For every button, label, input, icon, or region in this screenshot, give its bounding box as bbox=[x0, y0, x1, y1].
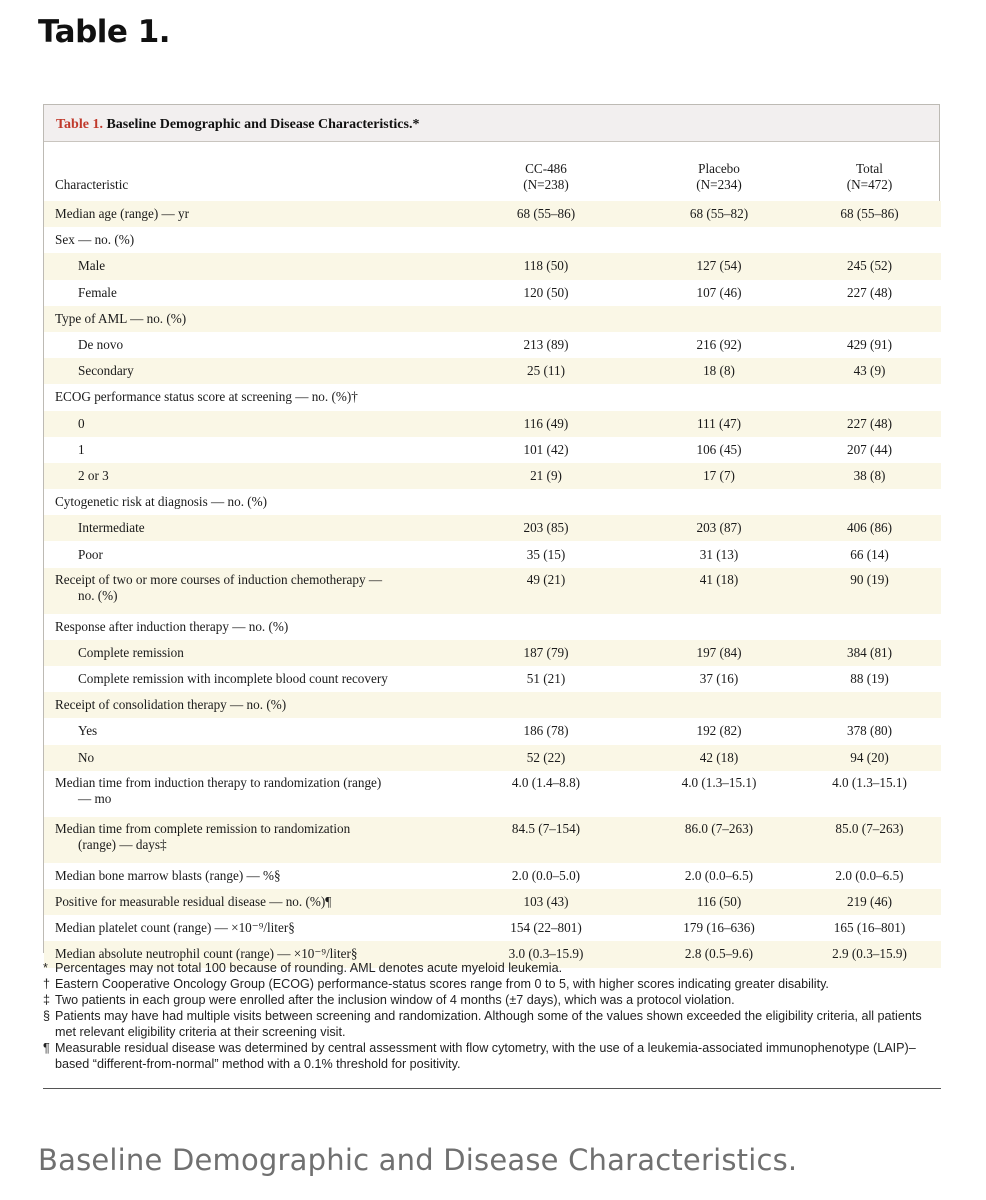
value-total: 165 (16–801) bbox=[833, 920, 906, 936]
value-cc486: 103 (43) bbox=[523, 894, 569, 910]
row-label-line1: Female bbox=[78, 284, 117, 300]
table-row bbox=[44, 489, 941, 515]
table-row bbox=[44, 411, 941, 437]
value-placebo: 107 (46) bbox=[696, 284, 742, 300]
characteristics-table bbox=[44, 142, 941, 968]
row-label bbox=[44, 915, 452, 941]
table-row bbox=[44, 253, 941, 279]
row-label-line1: ECOG performance status score at screening — no. (%)† bbox=[55, 389, 358, 405]
value-total: 85.0 (7–263) bbox=[835, 820, 904, 836]
table-row bbox=[44, 640, 941, 666]
row-label-line1: Receipt of two or more courses of induction chemotherapy — bbox=[55, 571, 383, 587]
value-cc486: 25 (11) bbox=[527, 363, 565, 379]
value-total: 68 (55–86) bbox=[840, 206, 899, 222]
value-placebo: 216 (92) bbox=[696, 337, 742, 353]
table-row bbox=[44, 889, 941, 915]
footnote-text: Measurable residual disease was determined by central assessment with flow cytometry, with the use of a leukemia-associated immunophenotype (LAIP)–based “different-from-normal” method with a 0.1% threshold for positivity. bbox=[55, 1041, 916, 1071]
row-label-line1: 1 bbox=[78, 441, 85, 457]
value-total: 384 (81) bbox=[846, 644, 893, 660]
row-label bbox=[44, 463, 452, 489]
table-row bbox=[44, 515, 941, 541]
row-label bbox=[44, 411, 452, 437]
table-row bbox=[44, 463, 941, 489]
value-placebo: 2.8 (0.5–9.6) bbox=[684, 946, 754, 962]
value-total bbox=[798, 692, 941, 718]
value-total: 66 (14) bbox=[850, 546, 889, 562]
row-label bbox=[44, 640, 452, 666]
row-label bbox=[44, 863, 452, 889]
table-row bbox=[44, 437, 941, 463]
value-cc486: 118 (50) bbox=[523, 258, 569, 274]
value-total: 43 (9) bbox=[853, 363, 886, 379]
value-total: 4.0 (1.3–15.1) bbox=[832, 774, 907, 790]
value-placebo: 68 (55–82) bbox=[689, 206, 749, 222]
row-label bbox=[44, 541, 452, 567]
row-label bbox=[44, 306, 452, 332]
row-label-line1: Median age (range) — yr bbox=[55, 206, 190, 222]
value-cc486: 52 (22) bbox=[526, 749, 566, 765]
row-label-line2: (range) — days‡ bbox=[78, 836, 167, 852]
table-row bbox=[44, 568, 941, 614]
row-label bbox=[44, 358, 452, 384]
row-label bbox=[44, 384, 452, 410]
value-cc486: 51 (21) bbox=[526, 671, 566, 687]
value-cc486 bbox=[452, 692, 640, 718]
row-label-line1: No bbox=[78, 749, 95, 765]
value-cc486 bbox=[452, 306, 640, 332]
table-caption bbox=[44, 105, 939, 142]
row-label bbox=[44, 332, 452, 358]
value-cc486: 68 (55–86) bbox=[516, 206, 576, 222]
value-total: 406 (86) bbox=[846, 520, 893, 536]
row-label-line1: Median platelet count (range) — ×10⁻⁹/liter§ bbox=[55, 920, 295, 936]
value-total: 38 (8) bbox=[853, 467, 886, 483]
row-label-line2: no. (%) bbox=[78, 587, 118, 603]
value-cc486: 203 (85) bbox=[523, 520, 569, 536]
value-placebo bbox=[640, 692, 798, 718]
table-row bbox=[44, 384, 941, 410]
value-total: 219 (46) bbox=[846, 894, 893, 910]
value-placebo: 111 (47) bbox=[696, 415, 742, 431]
footnote bbox=[43, 1040, 940, 1072]
row-label-line1: 2 or 3 bbox=[78, 467, 109, 483]
page-heading: Table 1. bbox=[38, 14, 171, 50]
value-total: 429 (91) bbox=[846, 337, 893, 353]
table-frame bbox=[43, 104, 940, 962]
footnote-text: Patients may have had multiple visits between screening and randomization. Although some of the values shown exceeded the eligibility criteria, all patients met relevant eligibility criteria at their screening visit. bbox=[55, 1009, 922, 1039]
row-label-line1: Median time from induction therapy to randomization (range) bbox=[55, 774, 382, 790]
value-total bbox=[798, 384, 941, 410]
row-label-line1: Median absolute neutrophil count (range) — ×10⁻⁹/liter§ bbox=[55, 946, 358, 962]
row-label-line1: Complete remission with incomplete blood count recovery bbox=[78, 671, 388, 687]
value-placebo bbox=[640, 384, 798, 410]
row-label bbox=[44, 489, 452, 515]
row-label bbox=[44, 817, 452, 863]
row-label bbox=[44, 437, 452, 463]
bottom-caption: Baseline Demographic and Disease Characteristics. bbox=[38, 1143, 798, 1177]
value-placebo: 127 (54) bbox=[696, 258, 742, 274]
value-cc486: 84.5 (7–154) bbox=[511, 820, 581, 836]
value-placebo: 192 (82) bbox=[696, 723, 742, 739]
value-total: 88 (19) bbox=[850, 671, 889, 687]
value-placebo: 179 (16–636) bbox=[683, 920, 755, 936]
value-cc486: 116 (49) bbox=[523, 415, 569, 431]
table-header-row bbox=[44, 142, 941, 201]
footnote-text: Eastern Cooperative Oncology Group (ECOG) performance-status scores range from 0 to 5, with higher scores indicating greater disability. bbox=[55, 977, 829, 991]
value-total: 245 (52) bbox=[846, 258, 893, 274]
row-label bbox=[44, 515, 452, 541]
value-placebo: 197 (84) bbox=[696, 644, 742, 660]
value-placebo: 17 (7) bbox=[703, 467, 735, 483]
value-placebo bbox=[640, 227, 798, 253]
value-placebo: 42 (18) bbox=[699, 749, 739, 765]
footnote-symbol: § bbox=[43, 1009, 51, 1023]
value-placebo: 116 (50) bbox=[696, 894, 742, 910]
value-total: 207 (44) bbox=[846, 441, 893, 457]
table-row bbox=[44, 541, 941, 567]
value-cc486: 120 (50) bbox=[523, 284, 569, 300]
footnote bbox=[43, 1008, 940, 1040]
row-label-line1: Receipt of consolidation therapy — no. (%) bbox=[55, 697, 287, 713]
row-label bbox=[44, 280, 452, 306]
value-total: 227 (48) bbox=[846, 284, 893, 300]
value-cc486: 3.0 (0.3–15.9) bbox=[508, 946, 584, 962]
value-placebo: 2.0 (0.0–6.5) bbox=[684, 867, 754, 883]
value-placebo bbox=[640, 489, 798, 515]
footnote-symbol: ‡ bbox=[43, 993, 51, 1007]
row-label-line1: Positive for measurable residual disease — no. (%)¶ bbox=[55, 894, 332, 910]
value-total: 227 (48) bbox=[846, 415, 893, 431]
table-caption-label: Table 1. bbox=[56, 117, 103, 132]
header-placebo-name: Placebo bbox=[698, 161, 740, 176]
table-row bbox=[44, 332, 941, 358]
table-row bbox=[44, 817, 941, 863]
value-placebo: 86.0 (7–263) bbox=[684, 820, 754, 836]
value-cc486: 4.0 (1.4–8.8) bbox=[511, 774, 581, 790]
footnote-symbol: * bbox=[43, 961, 48, 975]
value-placebo: 37 (16) bbox=[699, 671, 739, 687]
value-total bbox=[798, 489, 941, 515]
value-cc486 bbox=[452, 384, 640, 410]
row-label-line1: Median time from complete remission to randomization bbox=[55, 820, 351, 836]
footnotes bbox=[43, 960, 940, 1072]
value-cc486: 2.0 (0.0–5.0) bbox=[511, 867, 581, 883]
row-label-line1: Secondary bbox=[78, 363, 134, 379]
row-label-line1: Type of AML — no. (%) bbox=[55, 310, 187, 326]
header-cc486-n: (N=238) bbox=[523, 177, 569, 192]
row-label bbox=[44, 718, 452, 744]
header-placebo bbox=[640, 142, 798, 201]
table-row bbox=[44, 614, 941, 640]
row-label-line1: Complete remission bbox=[78, 644, 184, 660]
header-total bbox=[798, 142, 941, 201]
table-body bbox=[44, 201, 941, 968]
value-cc486: 187 (79) bbox=[523, 644, 569, 660]
value-placebo: 31 (13) bbox=[699, 546, 739, 562]
value-placebo: 4.0 (1.3–15.1) bbox=[681, 774, 757, 790]
value-total: 2.9 (0.3–15.9) bbox=[832, 946, 907, 962]
value-cc486: 35 (15) bbox=[526, 546, 566, 562]
row-label-line1: Male bbox=[78, 258, 106, 274]
value-placebo: 18 (8) bbox=[703, 363, 735, 379]
table-row bbox=[44, 771, 941, 817]
value-cc486: 154 (22–801) bbox=[510, 920, 582, 936]
footnote-rule bbox=[43, 1088, 941, 1089]
table-row bbox=[44, 358, 941, 384]
value-total bbox=[798, 614, 941, 640]
header-placebo-n: (N=234) bbox=[696, 177, 742, 192]
value-cc486: 213 (89) bbox=[523, 337, 569, 353]
value-total: 2.0 (0.0–6.5) bbox=[835, 867, 904, 883]
header-characteristic: Characteristic bbox=[55, 177, 129, 192]
row-label bbox=[44, 889, 452, 915]
row-label bbox=[44, 568, 452, 614]
value-cc486: 21 (9) bbox=[530, 467, 562, 483]
table-row bbox=[44, 201, 941, 227]
row-label-line1: Poor bbox=[78, 546, 103, 562]
value-cc486: 101 (42) bbox=[523, 441, 569, 457]
header-cc486 bbox=[452, 142, 640, 201]
row-label bbox=[44, 771, 452, 817]
row-label bbox=[44, 201, 452, 227]
table-row bbox=[44, 306, 941, 332]
footnote bbox=[43, 976, 940, 992]
row-label bbox=[44, 253, 452, 279]
row-label-line1: 0 bbox=[78, 415, 85, 431]
row-label-line1: Yes bbox=[78, 723, 98, 739]
table-row bbox=[44, 915, 941, 941]
value-placebo: 203 (87) bbox=[696, 520, 742, 536]
footnote bbox=[43, 960, 940, 976]
footnote-symbol: † bbox=[43, 977, 51, 991]
footnote-text: Two patients in each group were enrolled after the inclusion window of 4 months (±7 days), which was a protocol violation. bbox=[55, 993, 735, 1007]
value-placebo: 106 (45) bbox=[696, 441, 742, 457]
footnote-symbol: ¶ bbox=[43, 1041, 50, 1055]
table-row bbox=[44, 227, 941, 253]
footnote bbox=[43, 992, 940, 1008]
table-row bbox=[44, 692, 941, 718]
row-label-line2: — mo bbox=[78, 790, 112, 806]
header-total-n: (N=472) bbox=[846, 177, 893, 192]
table-caption-text: Baseline Demographic and Disease Characteristics.* bbox=[106, 117, 420, 132]
value-total bbox=[798, 306, 941, 332]
value-cc486: 186 (78) bbox=[523, 723, 569, 739]
table-row bbox=[44, 718, 941, 744]
value-placebo bbox=[640, 614, 798, 640]
value-cc486 bbox=[452, 614, 640, 640]
row-label bbox=[44, 227, 452, 253]
row-label-line1: De novo bbox=[78, 337, 124, 353]
value-cc486 bbox=[452, 489, 640, 515]
header-cc486-name: CC-486 bbox=[525, 161, 567, 176]
row-label-line1: Sex — no. (%) bbox=[55, 232, 135, 248]
table-row bbox=[44, 280, 941, 306]
value-total bbox=[798, 227, 941, 253]
row-label-line1: Response after induction therapy — no. (%) bbox=[55, 618, 289, 634]
value-cc486: 49 (21) bbox=[526, 571, 566, 587]
row-label bbox=[44, 745, 452, 771]
row-label-line1: Intermediate bbox=[78, 520, 145, 536]
table-row bbox=[44, 863, 941, 889]
table-row bbox=[44, 666, 941, 692]
value-placebo bbox=[640, 306, 798, 332]
table-row bbox=[44, 745, 941, 771]
value-cc486 bbox=[452, 227, 640, 253]
row-label bbox=[44, 666, 452, 692]
value-total: 90 (19) bbox=[850, 571, 889, 587]
header-total-name: Total bbox=[856, 161, 883, 176]
row-label-line1: Cytogenetic risk at diagnosis — no. (%) bbox=[55, 494, 268, 510]
footnote-text: Percentages may not total 100 because of rounding. AML denotes acute myeloid leukemia. bbox=[55, 961, 563, 975]
value-total: 378 (80) bbox=[846, 723, 893, 739]
value-placebo: 41 (18) bbox=[699, 571, 739, 587]
value-total: 94 (20) bbox=[850, 749, 889, 765]
row-label-line1: Median bone marrow blasts (range) — %§ bbox=[55, 867, 281, 883]
row-label bbox=[44, 692, 452, 718]
row-label bbox=[44, 614, 452, 640]
